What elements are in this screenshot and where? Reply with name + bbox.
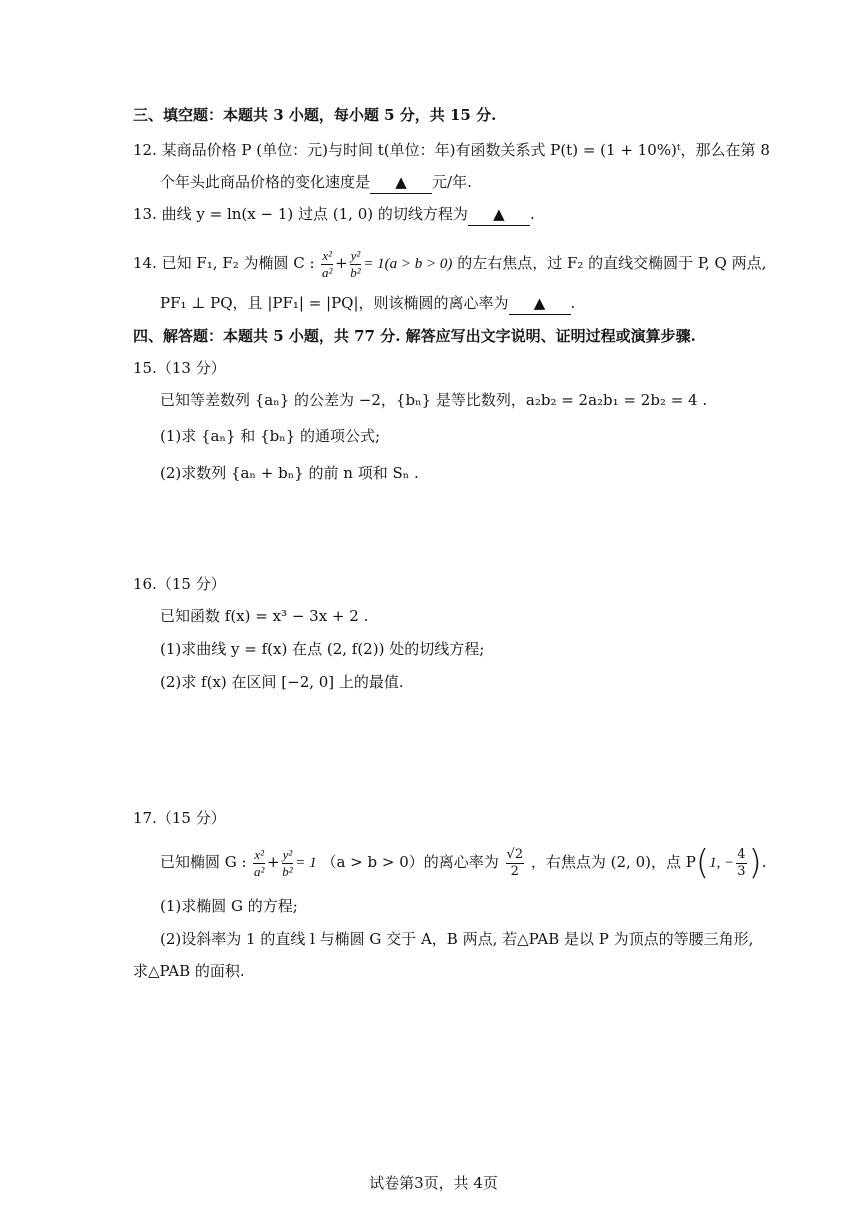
q15-part2: (2)求数列 {aₙ + bₙ} 的前 n 项和 Sₙ . bbox=[160, 464, 419, 482]
q13-text: 13. 曲线 y = ln(x − 1) 过点 (1, 0) 的切线方程为 bbox=[133, 205, 468, 223]
q17-text-a: 已知椭圆 G : bbox=[160, 853, 247, 871]
page-footer: 试卷第3页，共 4页 bbox=[369, 1174, 498, 1192]
q14-fraction-y: $\frac{\text{y²}}{\text{b²}}$ bbox=[350, 247, 361, 280]
q17-stem: 已知椭圆 G : $\frac{\text{x²}}{\text{a²}}$ + $\frac{\text{y²}}{\text{b²}}$ = 1 （a > b > 0）的离心率为 $\frac{√2}{2}$ ，右焦点为 (2, 0)，点 P(1, − $\frac{4}{3}$ ). bbox=[160, 843, 767, 883]
q12-line1: 12. 某商品价格 P (单位：元)与时间 t(单位：年)有函数关系式 P(t) = (1 + 10%)ᵗ，那么在第 8 bbox=[133, 141, 770, 159]
q16-stem: 已知函数 f(x) = x³ − 3x + 2 . bbox=[160, 607, 369, 625]
q17-point-fraction: $\frac{4}{3}$ bbox=[737, 846, 746, 879]
q14-fraction-x: $\frac{\text{x²}}{\text{a²}}$ bbox=[322, 247, 333, 280]
q17-fraction-y: $\frac{\text{y²}}{\text{b²}}$ bbox=[282, 846, 293, 879]
q17-text-c: ，右焦点为 (2, 0)，点 P bbox=[530, 853, 696, 871]
q12-unit: 元/年. bbox=[432, 173, 472, 191]
q17-eccentricity-fraction: $\frac{√2}{2}$ bbox=[506, 846, 524, 879]
q17-equals-one: = 1 bbox=[295, 855, 317, 871]
q16-part1: (1)求曲线 y = f(x) 在点 (2, f(2)) 处的切线方程; bbox=[160, 640, 485, 658]
q17-part2-line1: (2)设斜率为 1 的直线 l 与椭圆 G 交于 A，B 两点, 若△PAB 是以 P 为顶点的等腰三角形, bbox=[160, 930, 754, 948]
q13-answer-blank: ▲ bbox=[468, 203, 530, 226]
q14-period: . bbox=[570, 294, 576, 312]
q14-text-b: 的左右焦点，过 F₂ 的直线交椭圆于 P, Q 两点, bbox=[457, 254, 767, 272]
section-3-header: 三、填空题：本题共 3 小题，每小题 5 分，共 15 分. bbox=[133, 106, 497, 124]
q14-line2 bbox=[160, 292, 575, 315]
q15-part1: (1)求 {aₙ} 和 {bₙ} 的通项公式; bbox=[160, 427, 381, 445]
q14-ellipse-condition: = 1(a > b > 0) bbox=[363, 256, 453, 272]
q12-line2-text: 个年头此商品价格的变化速度是 bbox=[160, 173, 371, 191]
q17-point-x: 1, − bbox=[709, 855, 735, 871]
q13-period: . bbox=[529, 205, 535, 223]
q17-heading: 17.（15 分） bbox=[133, 809, 226, 827]
q16-heading: 16.（15 分） bbox=[133, 575, 226, 593]
q17-fraction-x: $\frac{\text{x²}}{\text{a²}}$ bbox=[253, 846, 265, 879]
q17-left-paren: ( bbox=[695, 843, 710, 883]
q17-part2-line2: 求△PAB 的面积. bbox=[133, 962, 245, 980]
section-4-header: 四、解答题：本题共 5 小题，共 77 分. 解答应写出文字说明、证明过程或演算步骤. bbox=[133, 327, 696, 345]
q13-line bbox=[133, 203, 535, 226]
q17-part1: (1)求椭圆 G 的方程; bbox=[160, 897, 298, 915]
q14-text-c: PF₁ ⊥ PQ，且 |PF₁| = |PQ|，则该椭圆的离心率为 bbox=[160, 294, 509, 312]
q16-part2: (2)求 f(x) 在区间 [−2, 0] 上的最值. bbox=[160, 673, 404, 691]
q14-text-a: 14. 已知 F₁, F₂ 为椭圆 C : bbox=[133, 254, 315, 272]
q15-stem: 已知等差数列 {aₙ} 的公差为 −2，{bₙ} 是等比数列，a₂b₂ = 2a₂b₁ = 2b₂ = 4 . bbox=[160, 391, 708, 409]
q17-right-paren: ) bbox=[748, 843, 762, 883]
q14-answer-blank: ▲ bbox=[509, 292, 571, 315]
q12-line2 bbox=[160, 171, 472, 194]
q17-text-b: （a > b > 0）的离心率为 bbox=[321, 853, 499, 871]
q15-heading: 15.（13 分） bbox=[133, 359, 226, 377]
q14-line1: 14. 已知 F₁, F₂ 为椭圆 C : $\frac{\text{x²}}{\text{a²}}$ + $\frac{\text{y²}}{\text{b²}}$ = 1(a > b > 0) 的左右焦点，过 F₂ 的直线交椭圆于 P, Q 两点, bbox=[133, 247, 767, 280]
q12-answer-blank: ▲ bbox=[370, 171, 432, 194]
